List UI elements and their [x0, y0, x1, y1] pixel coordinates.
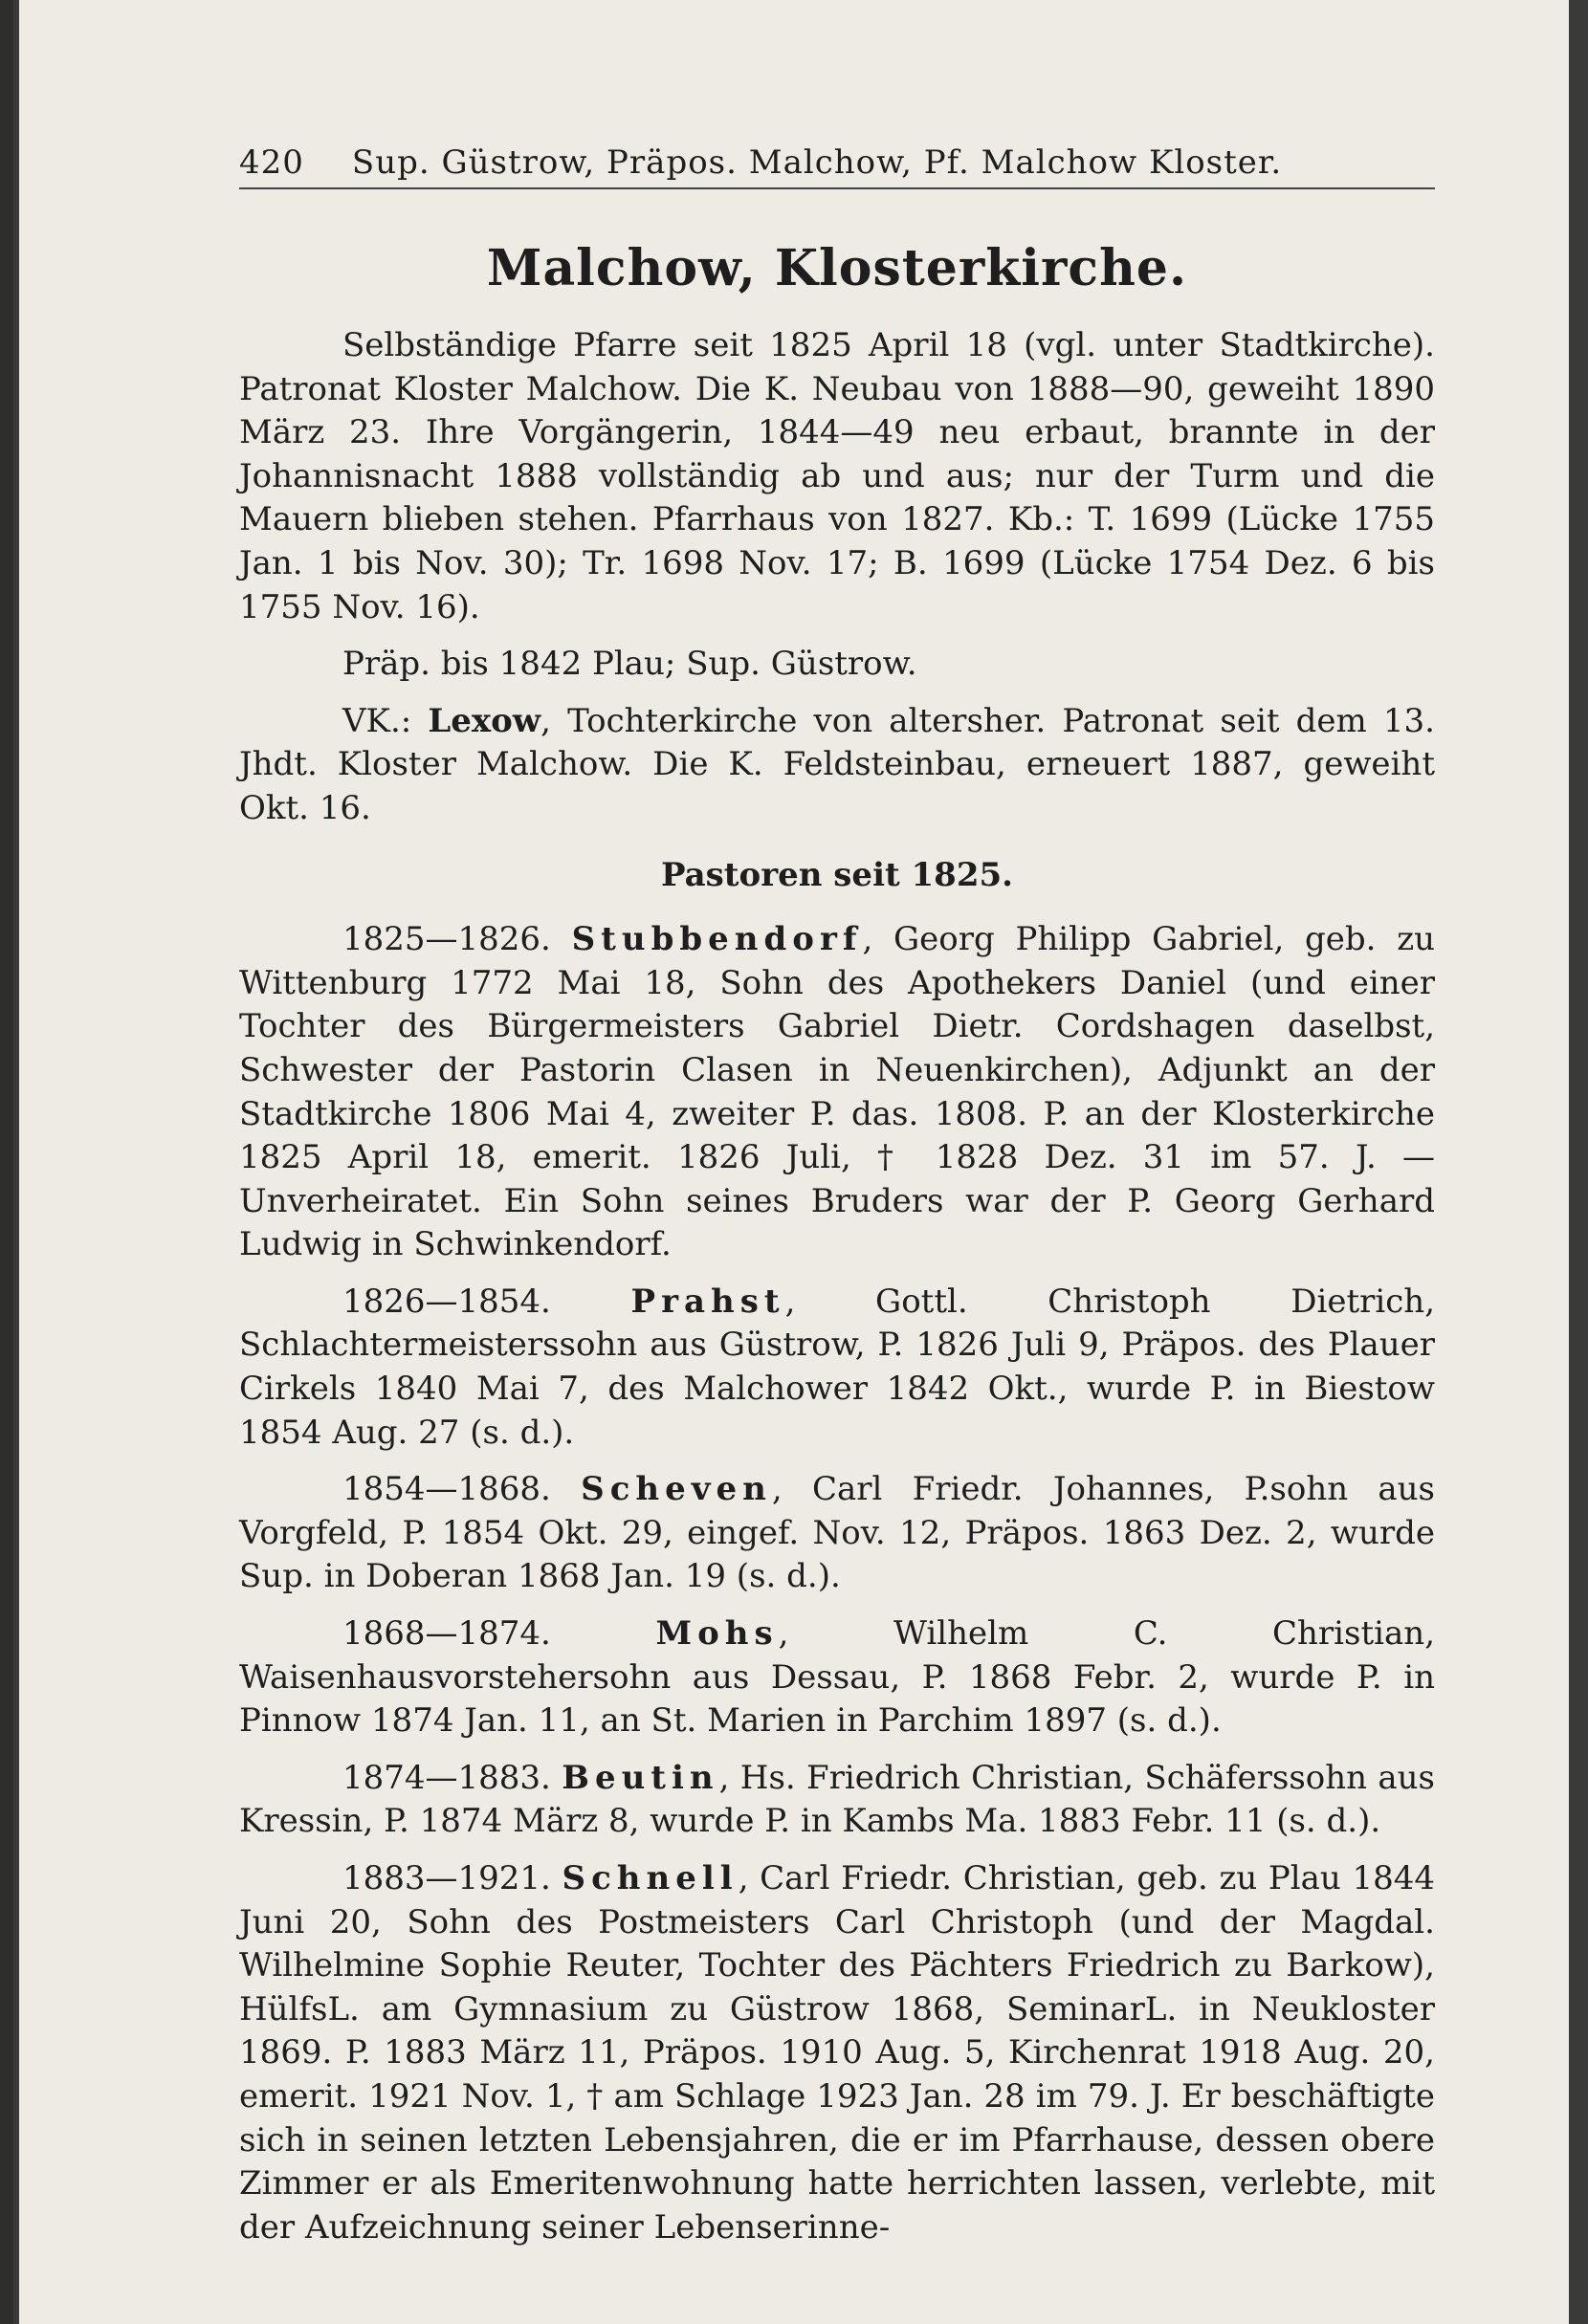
- pastor-entry: [239, 1857, 1435, 2249]
- pastor-text: , Carl Friedr. Christian, geb. zu Plau 1844 Juni 20, Sohn des Postmeisters Carl Christoph (und der Magdal. Wilhelmine Sophie Reuter, Tochter des Pächters Friedrich zu Barkow), HülfsL. am Gymnasium zu Güstrow 1868, SeminarL. in Neukloster 1869. P. 1883 März 11, Präpos. 1910 Aug. 5, Kirchenrat 1918 Aug. 20, emerit. 1921 Nov. 1, † am Schlage 1923 Jan. 28 im 79. J. Er beschäftigte sich in seinen letzten Lebensjahren, die er im Pfarrhause, dessen obere Zimmer er als Emeritenwohnung hatte herrichten lassen, verlebte, mit der Aufzeichnung seiner Lebenserinne-: [239, 1859, 1435, 2247]
- page-content: [239, 143, 1435, 2263]
- vk-label: VK.:: [342, 701, 429, 740]
- intro-paragraph-3: [239, 700, 1435, 831]
- pastor-entry: [239, 1757, 1435, 1844]
- pastor-text: , Hs. Friedrich Christian, Schäferssohn aus Kressin, P. 1874 März 8, wurde P. in Kambs Ma. 1883 Febr. 11 (s. d.).: [239, 1758, 1435, 1841]
- pastor-entry: [239, 1281, 1435, 1455]
- pastor-name: Prahst: [630, 1282, 785, 1321]
- pastor-text: , Gottl. Christoph Dietrich, Schlachtermeisterssohn aus Güstrow, P. 1826 Juli 9, Präpos. des Plauer Cirkels 1840 Mai 7, des Malchower 1842 Okt., wurde P. in Biestow 1854 Aug. 27 (s. d.).: [239, 1282, 1435, 1452]
- vk-text: , Tochterkirche von altersher. Patronat seit dem 13. Jhdt. Kloster Malchow. Die K. Feldsteinbau, erneuert 1887, geweiht Okt. 16.: [239, 701, 1435, 827]
- page-title: Malchow, Klosterkirche.: [486, 239, 1188, 297]
- pastor-name: Schnell: [562, 1859, 739, 1897]
- intro-paragraph-1: Selbständige Pfarre seit 1825 April 18 (vgl. unter Stadtkirche). Patronat Kloster Malchow. Die K. Neubau von 1888—90, geweiht 1890 März 23. Ihre Vorgängerin, 1844—49 neu erbaut, brannte in der Johannisnacht 1888 vollständig ab und aus; nur der Turm und die Mauern blieben stehen. Pfarrhaus von 1827. Kb.: T. 1699 (Lücke 1755 Jan. 1 bis Nov. 30); Tr. 1698 Nov. 17; B. 1699 (Lücke 1754 Dez. 6 bis 1755 Nov. 16).: [239, 326, 1435, 626]
- pastor-entry: [239, 918, 1435, 1267]
- pastor-years: 1874—1883.: [342, 1758, 551, 1797]
- pastor-name: Scheven: [581, 1470, 772, 1509]
- page-number: 420: [239, 143, 304, 182]
- running-title: Sup. Güstrow, Präpos. Malchow, Pf. Malchow Kloster.: [351, 143, 1283, 182]
- pastor-text: , Georg Philipp Gabriel, geb. zu Wittenburg 1772 Mai 18, Sohn des Apothekers Daniel (und einer Tochter des Bürgermeisters Gabriel Dietr. Cordshagen daselbst, Schwester der Pastorin Clasen in Neuenkirchen), Adjunkt an der Stadtkirche 1806 Mai 4, zweiter P. das. 1808. P. an der Klosterkirche 1825 April 18, emerit. 1826 Juli, † 1828 Dez. 31 im 57. J. — Unverheiratet. Ein Sohn seines Bruders war der P. Georg Gerhard Ludwig in Schwinkendorf.: [239, 920, 1436, 1264]
- intro-paragraph-2: Präp. bis 1842 Plau; Sup. Güstrow.: [342, 645, 917, 684]
- pastor-years: 1825—1826.: [342, 920, 551, 959]
- vk-place: Lexow: [428, 701, 541, 740]
- pastor-text: , Carl Friedr. Johannes, P.sohn aus Vorgfeld, P. 1854 Okt. 29, eingef. Nov. 12, Präpos. 1863 Dez. 2, wurde Sup. in Doberan 1868 Jan. 19 (s. d.).: [239, 1470, 1436, 1596]
- pastor-entry: [239, 1468, 1435, 1599]
- pastor-years: 1868—1874.: [342, 1614, 551, 1654]
- pastor-entry: [239, 1612, 1435, 1743]
- pastor-years: 1854—1868.: [342, 1470, 551, 1509]
- book-page: [19, 0, 1569, 2324]
- pastor-years: 1826—1854.: [342, 1282, 551, 1321]
- pastor-name: Stubbendorf: [571, 920, 863, 959]
- running-header: [239, 143, 1435, 189]
- scan-edge: [0, 0, 13, 2324]
- pastor-name: Beutin: [562, 1758, 719, 1797]
- pastor-name: Mohs: [655, 1614, 779, 1654]
- pastor-text: , Wilhelm C. Christian, Waisenhausvorstehersohn aus Dessau, P. 1868 Febr. 2, wurde P. in Pinnow 1874 Jan. 11, an St. Marien in Parchim 1897 (s. d.).: [239, 1614, 1435, 1741]
- section-title: Pastoren seit 1825.: [660, 855, 1013, 894]
- pastor-years: 1883—1921.: [342, 1859, 551, 1897]
